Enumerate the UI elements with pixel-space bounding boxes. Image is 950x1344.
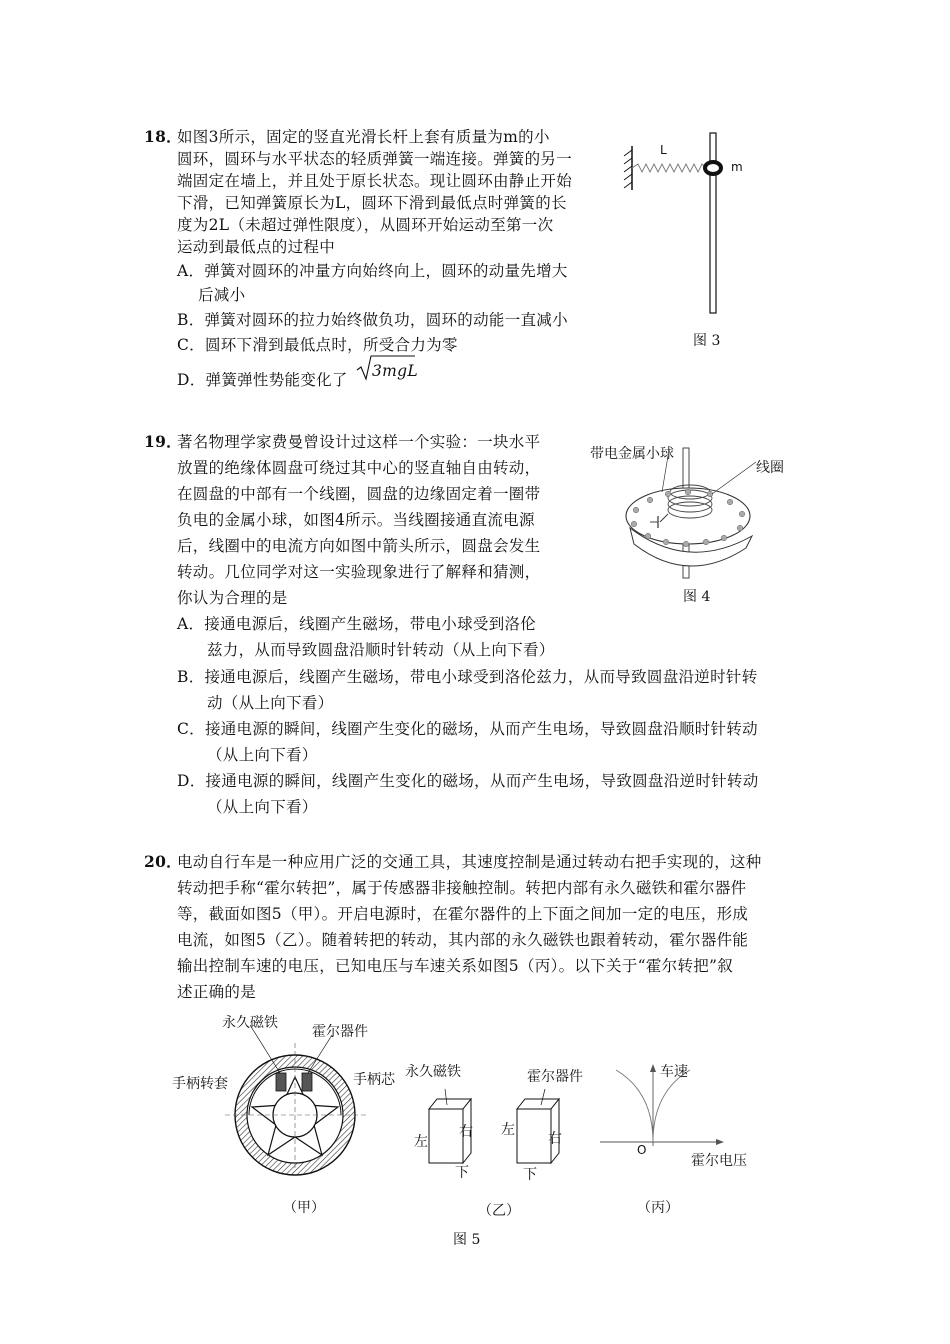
q20-stem-line-2: 转动把手称“霍尔转把”，属于传感器非接触控制。转把内部有永久磁铁和霍尔器件 — [177, 879, 747, 897]
figure-4-label-ball: 带电金属小球 — [590, 446, 674, 462]
figure-5-caption: 图 5 — [453, 1232, 481, 1248]
figure-5b-label-right-1: 右 — [459, 1124, 473, 1140]
q18-stem-line-3: 端固定在墙上，并且处于原长状态。现让圆环由静止开始 — [177, 172, 573, 190]
q18-option-a: A．弹簧对圆环的冲量方向始终向上，圆环的动量先增大 — [177, 262, 568, 280]
q19-stem-line-2: 放置的绝缘体圆盘可绕过其中心的竖直轴自由转动， — [177, 459, 541, 477]
q18-number: 18． — [144, 127, 182, 146]
q19-option-a-cont: 兹力，从而导致圆盘沿顺时针转动（从上向下看） — [207, 641, 555, 659]
figure-5a-handle-section — [220, 1025, 370, 1175]
q18-option-a-cont: 后减小 — [198, 286, 246, 304]
figure-5b-label-left-1: 左 — [414, 1134, 428, 1150]
q18-stem-line-2: 圆环，圆环与水平状态的轻质弹簧一端连接。弹簧的另一 — [177, 150, 573, 168]
figure-5b-label-down-1: 下 — [455, 1165, 469, 1181]
q19-option-a: A．接通电源后，线圈产生磁场，带电小球受到洛伦 — [177, 615, 537, 633]
q19-stem-line-1: 著名物理学家费曼曾设计过这样一个实验：一块水平 — [177, 433, 541, 451]
figure-5b-label-right-2: 右 — [548, 1131, 562, 1147]
figure-5b-label-down-2: 下 — [523, 1167, 537, 1183]
q18-stem-line-1: 如图3所示，固定的竖直光滑长杆上套有质量为m的小 — [177, 128, 550, 146]
q18-option-d: D．弹簧弹性势能变化了 — [177, 371, 348, 389]
figure-5a-caption: （甲） — [283, 1200, 325, 1216]
q18-stem-line-6: 运动到最低点的过程中 — [177, 238, 336, 256]
figure-5b-label-left-2: 左 — [501, 1122, 515, 1138]
q19-stem-line-7: 你认为合理的是 — [177, 589, 288, 607]
q19-option-d: D．接通电源的瞬间，线圈产生变化的磁场，从而产生电场，导致圆盘沿逆时针转动 — [177, 772, 759, 790]
figure-3-spring-ring — [620, 128, 760, 328]
figure-5c-label-origin: O — [637, 1143, 647, 1157]
q18-stem-line-5: 度为2L（未超过弹性限度），从圆环开始运动至第一次 — [177, 216, 554, 234]
q18-option-c: C．圆环下滑到最低点时，所受合力为零 — [177, 336, 458, 354]
q20-stem-line-3: 等，截面如图5（甲）。开启电源时，在霍尔器件的上下面之间加一定的电压，形成 — [177, 905, 749, 923]
q20-stem-line-5: 输出控制车速的电压，已知电压与车速关系如图5（丙）。以下关于“霍尔转把”叙 — [177, 957, 734, 975]
figure-5b-caption: （乙） — [478, 1203, 520, 1219]
q19-option-b: B．接通电源后，线圈产生磁场，带电小球受到洛伦兹力，从而导致圆盘沿逆时针转 — [177, 668, 758, 686]
q18-option-d-formula: 3mgL — [372, 362, 418, 380]
q19-option-c: C．接通电源的瞬间，线圈产生变化的磁场，从而产生电场，导致圆盘沿顺时针转动 — [177, 720, 758, 738]
q19-option-b-cont: 动（从上向下看） — [207, 694, 334, 712]
figure-5b-label-magnet: 永久磁铁 — [405, 1064, 461, 1080]
q19-option-d-cont: （从上向下看） — [207, 798, 318, 816]
figure-5c-caption: （丙） — [637, 1200, 679, 1216]
figure-3-caption: 图 3 — [693, 333, 721, 349]
figure-5b-label-hall: 霍尔器件 — [527, 1069, 583, 1085]
q20-stem-line-1: 电动自行车是一种应用广泛的交通工具，其速度控制是通过转动右把手实现的，这种 — [177, 853, 762, 871]
q20-stem-line-6: 述正确的是 — [177, 983, 257, 1001]
figure-5c-label-voltage: 霍尔电压 — [691, 1153, 747, 1169]
q19-option-c-cont: （从上向下看） — [207, 746, 318, 764]
figure-5a-label-hall: 霍尔器件 — [312, 1024, 368, 1040]
q19-stem-line-4: 负电的金属小球，如图4所示。当线圈接通直流电源 — [177, 511, 535, 529]
q19-stem-line-3: 在圆盘的中部有一个线圈，圆盘的边缘固定着一圈带 — [177, 485, 541, 503]
figure-4-caption: 图 4 — [683, 589, 711, 605]
q18-stem-line-4: 下滑，已知弹簧原长为L，圆环下滑到最低点时弹簧的长 — [177, 194, 567, 212]
figure-5a-label-magnet: 永久磁铁 — [222, 1015, 278, 1031]
figure-3-label-l: L — [660, 143, 667, 157]
q20-number: 20． — [144, 852, 182, 871]
figure-4-label-coil: 线圈 — [756, 460, 784, 476]
q19-stem-line-6: 转动。几位同学对这一实验现象进行了解释和猜测， — [177, 563, 541, 581]
figure-5a-label-sleeve: 手柄转套 — [172, 1076, 228, 1092]
q19-number: 19． — [144, 432, 182, 451]
figure-5c-label-speed: 车速 — [660, 1064, 688, 1080]
q18-option-b: B．弹簧对圆环的拉力始终做负功，圆环的动能一直减小 — [177, 311, 568, 329]
figure-3-label-m: m — [731, 160, 743, 174]
q20-stem-line-4: 电流，如图5（乙）。随着转把的转动，其内部的永久磁铁也跟着转动，霍尔器件能 — [177, 931, 749, 949]
figure-5a-label-core: 手柄芯 — [353, 1072, 395, 1088]
q19-stem-line-5: 后，线圈中的电流方向如图中箭头所示，圆盘会发生 — [177, 537, 541, 555]
